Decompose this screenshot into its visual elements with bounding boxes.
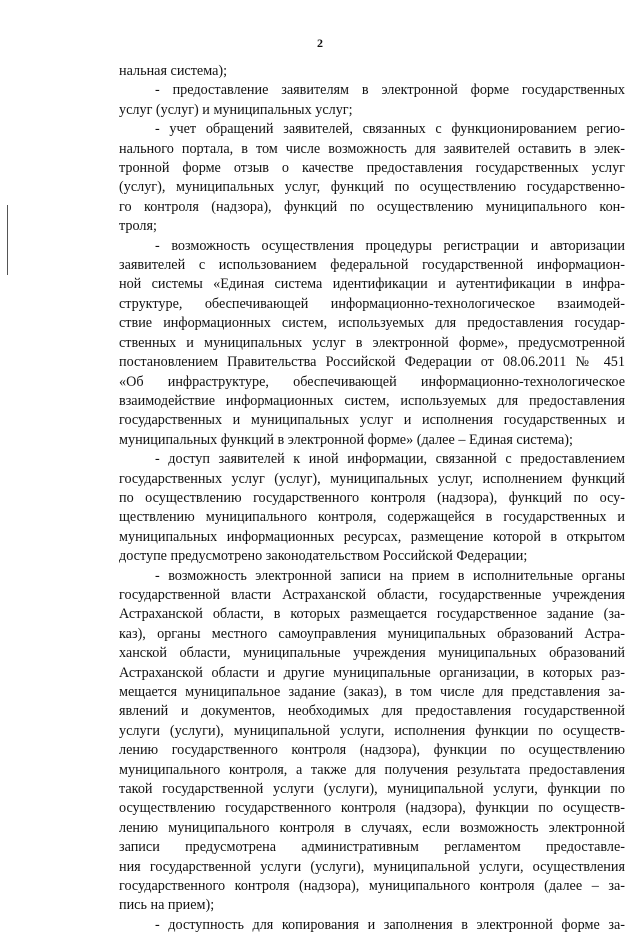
text-line: ществлению муниципального контроля, содержащейся в государственных и <box>119 509 625 526</box>
text-line: взаимодействие информационных систем, используемых для предоставления <box>119 392 625 409</box>
text-line: государственной власти Астраханской области, государственные учреждения <box>119 586 625 603</box>
text-line: такой государственной услуги (услуги), муниципальной услуги, функции по <box>119 781 625 798</box>
text-line: лению государственного контроля (надзора), функции по осуществлению <box>119 742 625 759</box>
text-line: нальная система); <box>119 63 228 79</box>
text-line: - возможность электронной записи на прием в исполнительные органы <box>155 567 625 584</box>
document-body <box>119 62 625 935</box>
text-line: ствие информационных систем, используемых для предоставления государ- <box>119 315 625 332</box>
text-line: мещается муниципальное задание (заказ), в том числе для представления за- <box>119 684 625 700</box>
text-line: услуги (услуги), муниципальной услуги, исполнения функции по осуществ- <box>119 722 625 739</box>
text-line: Астраханской области и другие муниципальные организации, в которых раз- <box>119 664 625 681</box>
text-line: - доступ заявителей к иной информации, связанной с предоставлением <box>155 451 625 468</box>
text-line: Астраханской области, в которых размещается государственное задание (за- <box>119 606 625 623</box>
page-number: 2 <box>317 36 323 50</box>
text-line: структуре, обеспечивающей информационно-технологическое взаимодей- <box>119 295 625 312</box>
text-line: ственных и муниципальных услуг в электронной форме», предусмотренной <box>119 334 625 351</box>
text-line: ния государственной услуги (услуги), муниципальной услуги, осуществления <box>119 858 625 875</box>
text-line: - учет обращений заявителей, связанных с функционированием регио- <box>155 121 625 138</box>
text-line: муниципальных информационных ресурсах, размещение которой в открытом <box>119 528 625 545</box>
text-line: услуг (услуг) и муниципальных услуг; <box>119 101 353 118</box>
text-line: муниципального контроля, а также для получения результата предоставления <box>119 761 625 778</box>
text-line: государственных и муниципальных услуг и исполнения государственных и <box>119 412 625 429</box>
text-line: «Об инфраструктуре, обеспечивающей информационно-технологическое <box>119 373 625 390</box>
text-line: ной системы «Единая система идентификации и аутентификации в инфра- <box>119 276 625 293</box>
margin-mark <box>7 205 8 275</box>
text-line: государственного контроля (надзора), муниципального контроля (далее – за- <box>119 878 625 895</box>
text-line: ханской области, муниципальные учреждения муниципальных образований <box>119 645 625 662</box>
text-line: нального портала, в том числе возможность для заявителей оставить в элек- <box>119 140 625 157</box>
text-line: - предоставление заявителям в электронной форме государственных <box>155 82 625 99</box>
text-line: записи предусмотрена административным регламентом предоставле- <box>119 839 625 856</box>
text-line: (услуг), муниципальных услуг, функций по осуществлению государственно- <box>119 179 625 196</box>
text-line: тронной форме отзыв о качестве предоставления государственных услуг <box>119 160 625 177</box>
text-line: го контроля (надзора), функций по осуществлению муниципального кон- <box>119 198 625 215</box>
text-line: пись на прием); <box>119 897 215 914</box>
text-line: доступе предусмотрено законодательством Российской Федерации; <box>119 548 528 565</box>
text-line: муниципальных функций в электронной форме» (далее – Единая система); <box>119 431 573 448</box>
text-line: - возможность осуществления процедуры регистрации и авторизации <box>155 237 625 254</box>
text-line: по осуществлению государственного контроля (надзора), функций по осу- <box>119 489 625 506</box>
text-line: каз), органы местного самоуправления муниципальных образований Астра- <box>119 625 625 642</box>
text-line: явлений и документов, необходимых для предоставления государственной <box>119 703 625 720</box>
text-line: лению муниципального контроля в случаях, если возможность электронной <box>119 819 625 836</box>
text-line: государственных услуг (услуг), муниципальных услуг, исполнением функций <box>119 470 625 487</box>
text-line: троля; <box>119 218 157 235</box>
text-line: - доступность для копирования и заполнения в электронной форме за- <box>155 916 625 933</box>
text-line: заявителей с использованием федеральной государственной информацион- <box>119 257 625 274</box>
text-line: постановлением Правительства Российской Федерации от 08.06.2011 № 451 <box>119 354 625 371</box>
text-line: осуществлению государственного контроля (надзора), функции по осуществ- <box>119 800 625 817</box>
